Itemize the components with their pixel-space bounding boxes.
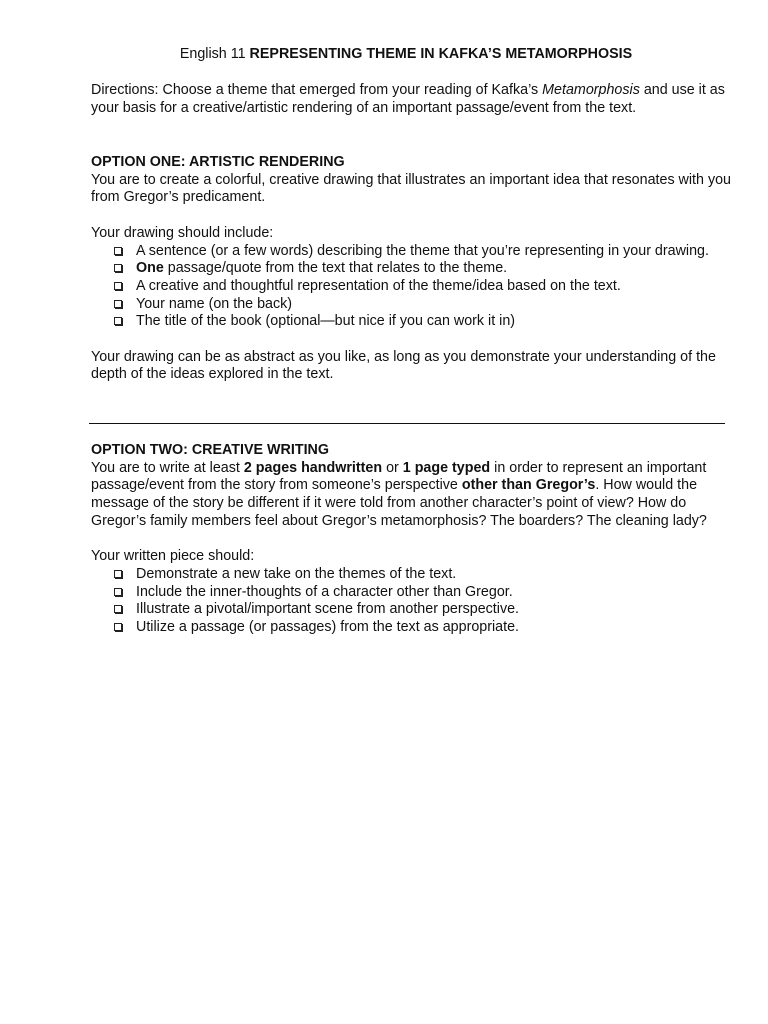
list-item: Your name (on the back)	[136, 296, 731, 314]
option-one-closing: Your drawing can be as abstract as you like, as long as you demonstrate your understanding of the depth of the ideas explored in the text.	[91, 348, 716, 383]
book-title: Metamorphosis	[542, 82, 640, 98]
option-two-list-intro: Your written piece should:	[91, 548, 255, 565]
checkbox-icon	[114, 317, 122, 325]
list-item: Demonstrate a new take on the themes of the text.	[136, 566, 731, 584]
list-item: The title of the book (optional—but nice if you can work it in)	[136, 313, 731, 331]
assignment-title: REPRESENTING THEME IN KAFKA’S METAMORPHOSIS	[249, 46, 633, 62]
list-item: A creative and thoughtful representation of the theme/idea based on the text.	[136, 278, 731, 296]
checkbox-icon	[114, 282, 122, 290]
list-item: One passage/quote from the text that relates to the theme.	[136, 260, 731, 278]
checkbox-icon	[114, 264, 122, 272]
option-two-section	[91, 442, 731, 637]
option-one-checklist	[91, 243, 731, 332]
option-one-list-intro: Your drawing should include:	[91, 224, 274, 241]
checkbox-icon	[114, 570, 122, 578]
option-two-intro: You are to write at least 2 pages handwritten or 1 page typed in order to represent an important passage/event from the story from someone’s perspective other than Gregor’s. How would the message of the story be different if it were told from another character’s point of view? How do Gregor’s family members feel about Gregor’s metamorphosis? The boarders? The cleaning lady?	[91, 459, 707, 529]
checkbox-icon	[114, 588, 122, 596]
checkbox-icon	[114, 605, 122, 613]
list-item: Illustrate a pivotal/important scene from another perspective.	[136, 601, 731, 619]
checkbox-icon	[114, 300, 122, 308]
checkbox-icon	[114, 623, 122, 631]
option-two-checklist	[91, 566, 731, 637]
option-one-section	[91, 154, 731, 384]
directions-prefix: Directions: Choose a theme that emerged from your reading of Kafka’s	[91, 82, 543, 98]
option-two-heading: OPTION TWO: CREATIVE WRITING	[91, 442, 329, 458]
directions	[91, 82, 731, 117]
page-title	[0, 46, 768, 64]
list-item: Utilize a passage (or passages) from the text as appropriate.	[136, 619, 731, 637]
course-name: English 11	[179, 46, 246, 62]
directions-suffix: and use it as your basis for a creative/artistic rendering of an important passage/event from the text.	[91, 82, 725, 116]
section-divider	[89, 423, 725, 424]
list-item: A sentence (or a few words) describing the theme that you’re representing in your drawing.	[136, 243, 731, 261]
list-item: Include the inner-thoughts of a character other than Gregor.	[136, 584, 731, 602]
option-one-heading: OPTION ONE: ARTISTIC RENDERING	[91, 154, 345, 170]
checkbox-icon	[114, 247, 122, 255]
option-one-intro: You are to create a colorful, creative drawing that illustrates an important idea that resonates with you from Gregor’s predicament.	[91, 171, 732, 206]
